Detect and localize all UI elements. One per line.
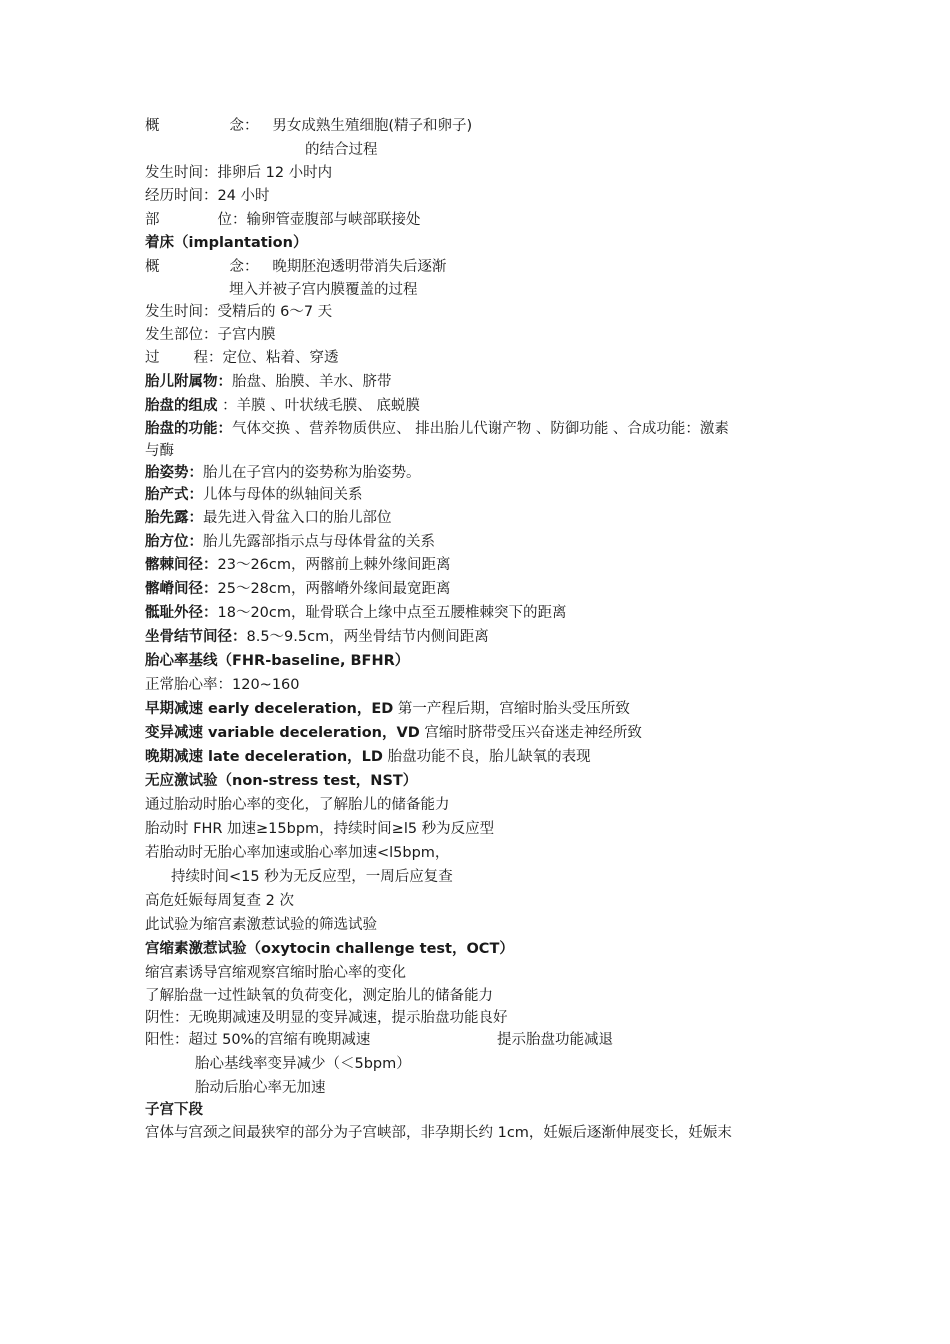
attitude-label: 胎姿势： [145,465,203,481]
lower-segment-text: 宫体与宫颈之间最狭窄的部分为子宫峡部，非孕期长约 1cm，妊娠后逐渐伸展变长，妊娠末 [145,1125,732,1141]
fert-concept-label-b: 念： [229,118,259,134]
implantation-process-line [145,348,339,368]
fertilization-site-line [145,210,421,230]
lower-segment-heading: 子宫下段 [145,1102,203,1118]
intertuberous-diameter [145,627,489,647]
presentation-text: 最先进入骨盆入口的胎儿部位 [203,510,392,526]
fertilization-time: 发生时间：排卵后 12 小时内 [145,165,333,181]
implant-concept-label-a: 概 [145,259,160,275]
early-text: 第一产程后期，宫缩时胎头受压所致 [393,701,630,717]
implant-concept-label-b: 念： [229,259,259,275]
lie-label: 胎产式： [145,487,203,503]
fertilization-duration: 经历时间：24 小时 [145,188,270,204]
lie-text: 儿体与母体的纵轴间关系 [203,487,363,503]
placenta-function [145,419,729,439]
interspinous-label: 髂棘间径： [145,557,218,573]
implant-process-label-b: 程：定位、粘着、穿透 [193,350,339,366]
position-text: 胎儿先露部指示点与母体骨盆的关系 [203,534,435,550]
interspinous-diameter [145,555,451,575]
nst-line-5: 高危妊娠每周复查 2 次 [145,893,294,909]
variable-deceleration [145,723,642,743]
variable-text: 宫缩时脐带受压兴奋迷走神经所致 [419,725,642,741]
intercristal-label: 髂嵴间径： [145,581,218,597]
fert-site-label-a: 部 [145,212,160,228]
fertilization-concept-cont: 的结合过程 [305,142,378,158]
fhr-heading: 胎心率基线（FHR-baseline, BFHR） [145,653,410,669]
external-conj-text: 18～20cm，耻骨联合上缘中点至五腰椎棘突下的距离 [217,605,567,621]
intercristal-text: 25～28cm，两髂嵴外缘间最宽距离 [217,581,451,597]
nst-heading: 无应激试验（non-stress test，NST） [145,773,418,789]
late-label: 晚期减速 late deceleration，LD [145,749,383,765]
implant-concept-text1: 晚期胚泡透明带消失后逐渐 [272,259,447,275]
oct-line-2: 了解胎盘一过性缺氧的负荷变化，测定胎儿的储备能力 [145,988,493,1004]
implant-process-label-a: 过 [145,350,160,366]
appendage-label: 胎儿附属物： [145,374,232,390]
appendage-text: 胎盘、胎膜、羊水、脐带 [232,374,392,390]
nst-line-6: 此试验为缩宫素激惹试验的筛选试验 [145,917,377,933]
nst-line-4: 持续时间<15 秒为无反应型，一周后应复查 [171,869,453,885]
implantation-concept-cont: 埋入并被子宫内膜覆盖的过程 [229,282,418,298]
fetal-attitude [145,463,421,483]
intertuberous-label: 坐骨结节间径： [145,629,247,645]
intertuberous-text: 8.5～9.5cm，两坐骨结节内侧间距离 [246,629,489,645]
implantation-time: 发生时间：受精后的 6～7 天 [145,304,333,320]
placenta-comp-text: ：羊膜 、叶状绒毛膜、 底蜕膜 [217,398,420,414]
placenta-function-cont: 与酶 [145,443,174,459]
fetal-presentation [145,508,392,528]
nst-line-3: 若胎动时无胎心率加速或胎心率加速<l5bpm， [145,845,450,861]
early-label: 早期减速 early deceleration，ED [145,701,394,717]
fetal-lie [145,485,363,505]
oct-line-3: 阴性：无晚期减速及明显的变异减速，提示胎盘功能良好 [145,1010,508,1026]
external-conjugate [145,603,567,623]
placenta-composition [145,396,420,416]
oct-line-6: 胎动后胎心率无加速 [195,1080,326,1096]
late-deceleration [145,747,591,767]
attitude-text: 胎儿在子宫内的姿势称为胎姿势。 [203,465,421,481]
external-conj-label: 骶耻外径： [145,605,218,621]
early-deceleration [145,699,630,719]
oct-line-5: 胎心基线率变异减少（＜5bpm） [195,1056,411,1072]
oct-line-4: 阳性：超过 50%的宫缩有晚期减速 [145,1032,371,1048]
fhr-normal: 正常胎心率：120~160 [145,677,300,693]
oct-heading: 宫缩素激惹试验（oxytocin challenge test，OCT） [145,941,514,957]
fertilization-concept-line [145,116,472,136]
position-label: 胎方位： [145,534,203,550]
oct-line-4b: 提示胎盘功能减退 [497,1032,613,1048]
intercristal-diameter [145,579,451,599]
implantation-heading: 着床（implantation） [145,235,308,251]
oct-line-1: 缩宫素诱导宫缩观察宫缩时胎心率的变化 [145,965,406,981]
placenta-func-text: 气体交换 、营养物质供应、 排出胎儿代谢产物 、防御功能 、合成功能：激素 [232,421,729,437]
late-text: 胎盘功能不良，胎儿缺氧的表现 [382,749,591,765]
nst-line-2: 胎动时 FHR 加速≥15bpm，持续时间≥l5 秒为反应型 [145,821,495,837]
fetal-appendages [145,372,392,392]
placenta-comp-label: 胎盘的组成 [145,398,218,414]
fert-site-label-b: 位：输卵管壶腹部与峡部联接处 [217,212,421,228]
implantation-site: 发生部位：子宫内膜 [145,327,276,343]
implantation-concept-line [145,257,446,277]
fert-concept-text1: 男女成熟生殖细胞(精子和卵子) [272,118,473,134]
fetal-position [145,532,435,552]
fert-concept-label-a: 概 [145,118,160,134]
presentation-label: 胎先露： [145,510,203,526]
placenta-func-label: 胎盘的功能： [145,421,232,437]
nst-line-1: 通过胎动时胎心率的变化，了解胎儿的储备能力 [145,797,450,813]
interspinous-text: 23～26cm，两髂前上棘外缘间距离 [217,557,451,573]
variable-label: 变异减速 variable deceleration，VD [145,725,420,741]
